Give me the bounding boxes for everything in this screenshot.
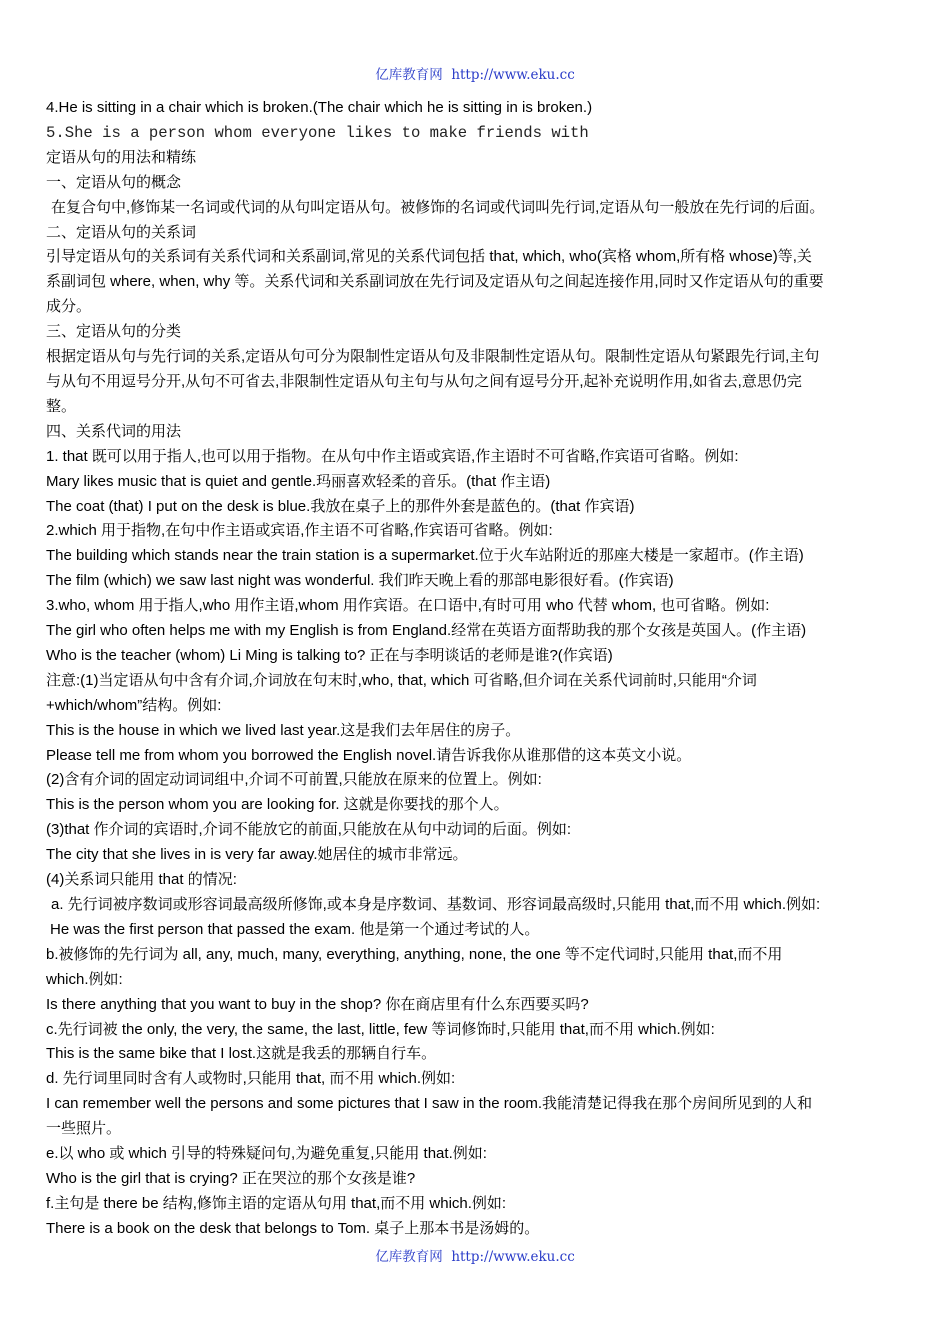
page-header xyxy=(0,66,950,84)
text-line: 整。 xyxy=(46,397,77,415)
text-line: 1. that 既可以用于指人,也可以用于指物。在从句中作主语或宾语,作主语时不可省略,作宾语可省略。例如: xyxy=(46,447,739,465)
text-line: 2.which 用于指物,在句中作主语或宾语,作主语不可省略,作宾语可省略。例如: xyxy=(46,522,553,540)
text-line: This is the house in which we lived last year.这是我们去年居住的房子。 xyxy=(46,721,521,739)
text-line: Is there anything that you want to buy in the shop? 你在商店里有什么东西要买吗? xyxy=(46,995,589,1013)
text-line: The building which stands near the train station is a supermarket.位于火车站附近的那座大楼是一家超市。(作主语) xyxy=(46,547,804,565)
text-line: 与从句不用逗号分开,从句不可省去,非限制性定语从句主句与从句之间有逗号分开,起补充说明作用,如省去,意思仍完 xyxy=(46,372,802,390)
text-line: This is the same bike that I lost.这就是我丢的那辆自行车。 xyxy=(46,1045,437,1063)
text-line: d. 先行词里同时含有人或物时,只能用 that, 而不用 which.例如: xyxy=(46,1070,456,1088)
text-line: (3)that 作介词的宾语时,介词不能放它的前面,只能放在从句中动词的后面。例如: xyxy=(46,821,572,839)
header-url[interactable]: http://www.eku.cc xyxy=(451,67,575,83)
text-line: Who is the teacher (whom) Li Ming is talking to? 正在与李明谈话的老师是谁?(作宾语) xyxy=(46,646,613,664)
text-line: 3.who, whom 用于指人,who 用作主语,whom 用作宾语。在口语中,有时可用 who 代替 whom, 也可省略。例如: xyxy=(46,597,770,615)
section-heading: 四、关系代词的用法 xyxy=(46,422,182,440)
text-line: 根据定语从句与先行词的关系,定语从句可分为限制性定语从句及非限制性定语从句。限制性定语从句紧跟先行词,主句 xyxy=(46,348,820,366)
text-line: 系副词包 where, when, why 等。关系代词和关系副词放在先行词及定语从句之间起连接作用,同时又作定语从句的重要 xyxy=(46,273,824,291)
text-line: +which/whom”结构。例如: xyxy=(46,696,222,714)
text-line: 引导定语从句的关系词有关系代词和关系副词,常见的关系代词包括 that, which, who(宾格 whom,所有格 whose)等,关 xyxy=(46,248,812,266)
text-line: The girl who often helps me with my English is from England.经常在英语方面帮助我的那个女孩是英国人。(作主语) xyxy=(46,622,807,640)
text-line: 一些照片。 xyxy=(46,1120,122,1138)
text-line: Please tell me from whom you borrowed the English novel.请告诉我你从谁那借的这本英文小说。 xyxy=(46,746,692,764)
text-line: f.主句是 there be 结构,修饰主语的定语从句用 that,而不用 which.例如: xyxy=(46,1194,507,1212)
text-line: which.例如: xyxy=(46,970,123,988)
text-line: Mary likes music that is quiet and gentle.玛丽喜欢轻柔的音乐。(that 作主语) xyxy=(46,472,551,490)
text-line: The film (which) we saw last night was wonderful. 我们昨天晚上看的那部电影很好看。(作宾语) xyxy=(46,572,674,590)
document-body xyxy=(46,96,912,1242)
text-line: 注意:(1)当定语从句中含有介词,介词放在句末时,who, that, which 可省略,但介词在关系代词前时,只能用“介词 xyxy=(46,671,757,689)
text-line: b.被修饰的先行词为 all, any, much, many, everything, anything, none, the one 等不定代词时,只能用 that,而不用 xyxy=(46,945,783,963)
text-line: He was the first person that passed the exam. 他是第一个通过考试的人。 xyxy=(50,920,540,938)
text-line: (4)关系词只能用 that 的情况: xyxy=(46,871,237,889)
footer-url[interactable]: http://www.eku.cc xyxy=(451,1249,575,1265)
text-line: 4.He is sitting in a chair which is broken.(The chair which he is sitting in is broken.) xyxy=(46,99,593,116)
text-line: 成分。 xyxy=(46,298,92,316)
footer-site-name: 亿库教育网 xyxy=(375,1249,443,1265)
text-line: (2)含有介词的固定动词词组中,介词不可前置,只能放在原来的位置上。例如: xyxy=(46,771,542,789)
text-line: 5.She is a person whom everyone likes to make friends with xyxy=(46,123,589,142)
text-line: The coat (that) I put on the desk is blue.我放在桌子上的那件外套是蓝色的。(that 作宾语) xyxy=(46,497,635,515)
text-line: a. 先行词被序数词或形容词最高级所修饰,或本身是序数词、基数词、形容词最高级时,只能用 that,而不用 which.例如: xyxy=(51,896,821,913)
section-title: 定语从句的用法和精练 xyxy=(46,148,197,166)
text-line: Who is the girl that is crying? 正在哭泣的那个女孩是谁? xyxy=(46,1169,416,1187)
text-line: This is the person whom you are looking for. 这就是你要找的那个人。 xyxy=(46,796,509,814)
section-heading: 三、定语从句的分类 xyxy=(46,323,182,341)
text-line: 在复合句中,修饰某一名词或代词的从句叫定语从句。被修饰的名词或代词叫先行词,定语从句一般放在先行词的后面。 xyxy=(51,198,825,216)
page-footer xyxy=(0,1248,950,1266)
text-line: The city that she lives in is very far away.她居住的城市非常远。 xyxy=(46,846,468,864)
text-line: c.先行词被 the only, the very, the same, the last, little, few 等词修饰时,只能用 that,而不用 which.例如: xyxy=(46,1020,715,1038)
section-heading: 二、定语从句的关系词 xyxy=(46,223,197,241)
text-line: There is a book on the desk that belongs to Tom. 桌子上那本书是汤姆的。 xyxy=(46,1219,540,1237)
section-heading: 一、定语从句的概念 xyxy=(46,173,182,191)
text-line: I can remember well the persons and some pictures that I saw in the room.我能清楚记得我在那个房间所见到的人和 xyxy=(46,1095,813,1113)
header-site-name: 亿库教育网 xyxy=(375,67,443,83)
text-line: e.以 who 或 which 引导的特殊疑问句,为避免重复,只能用 that.例如: xyxy=(46,1145,487,1163)
